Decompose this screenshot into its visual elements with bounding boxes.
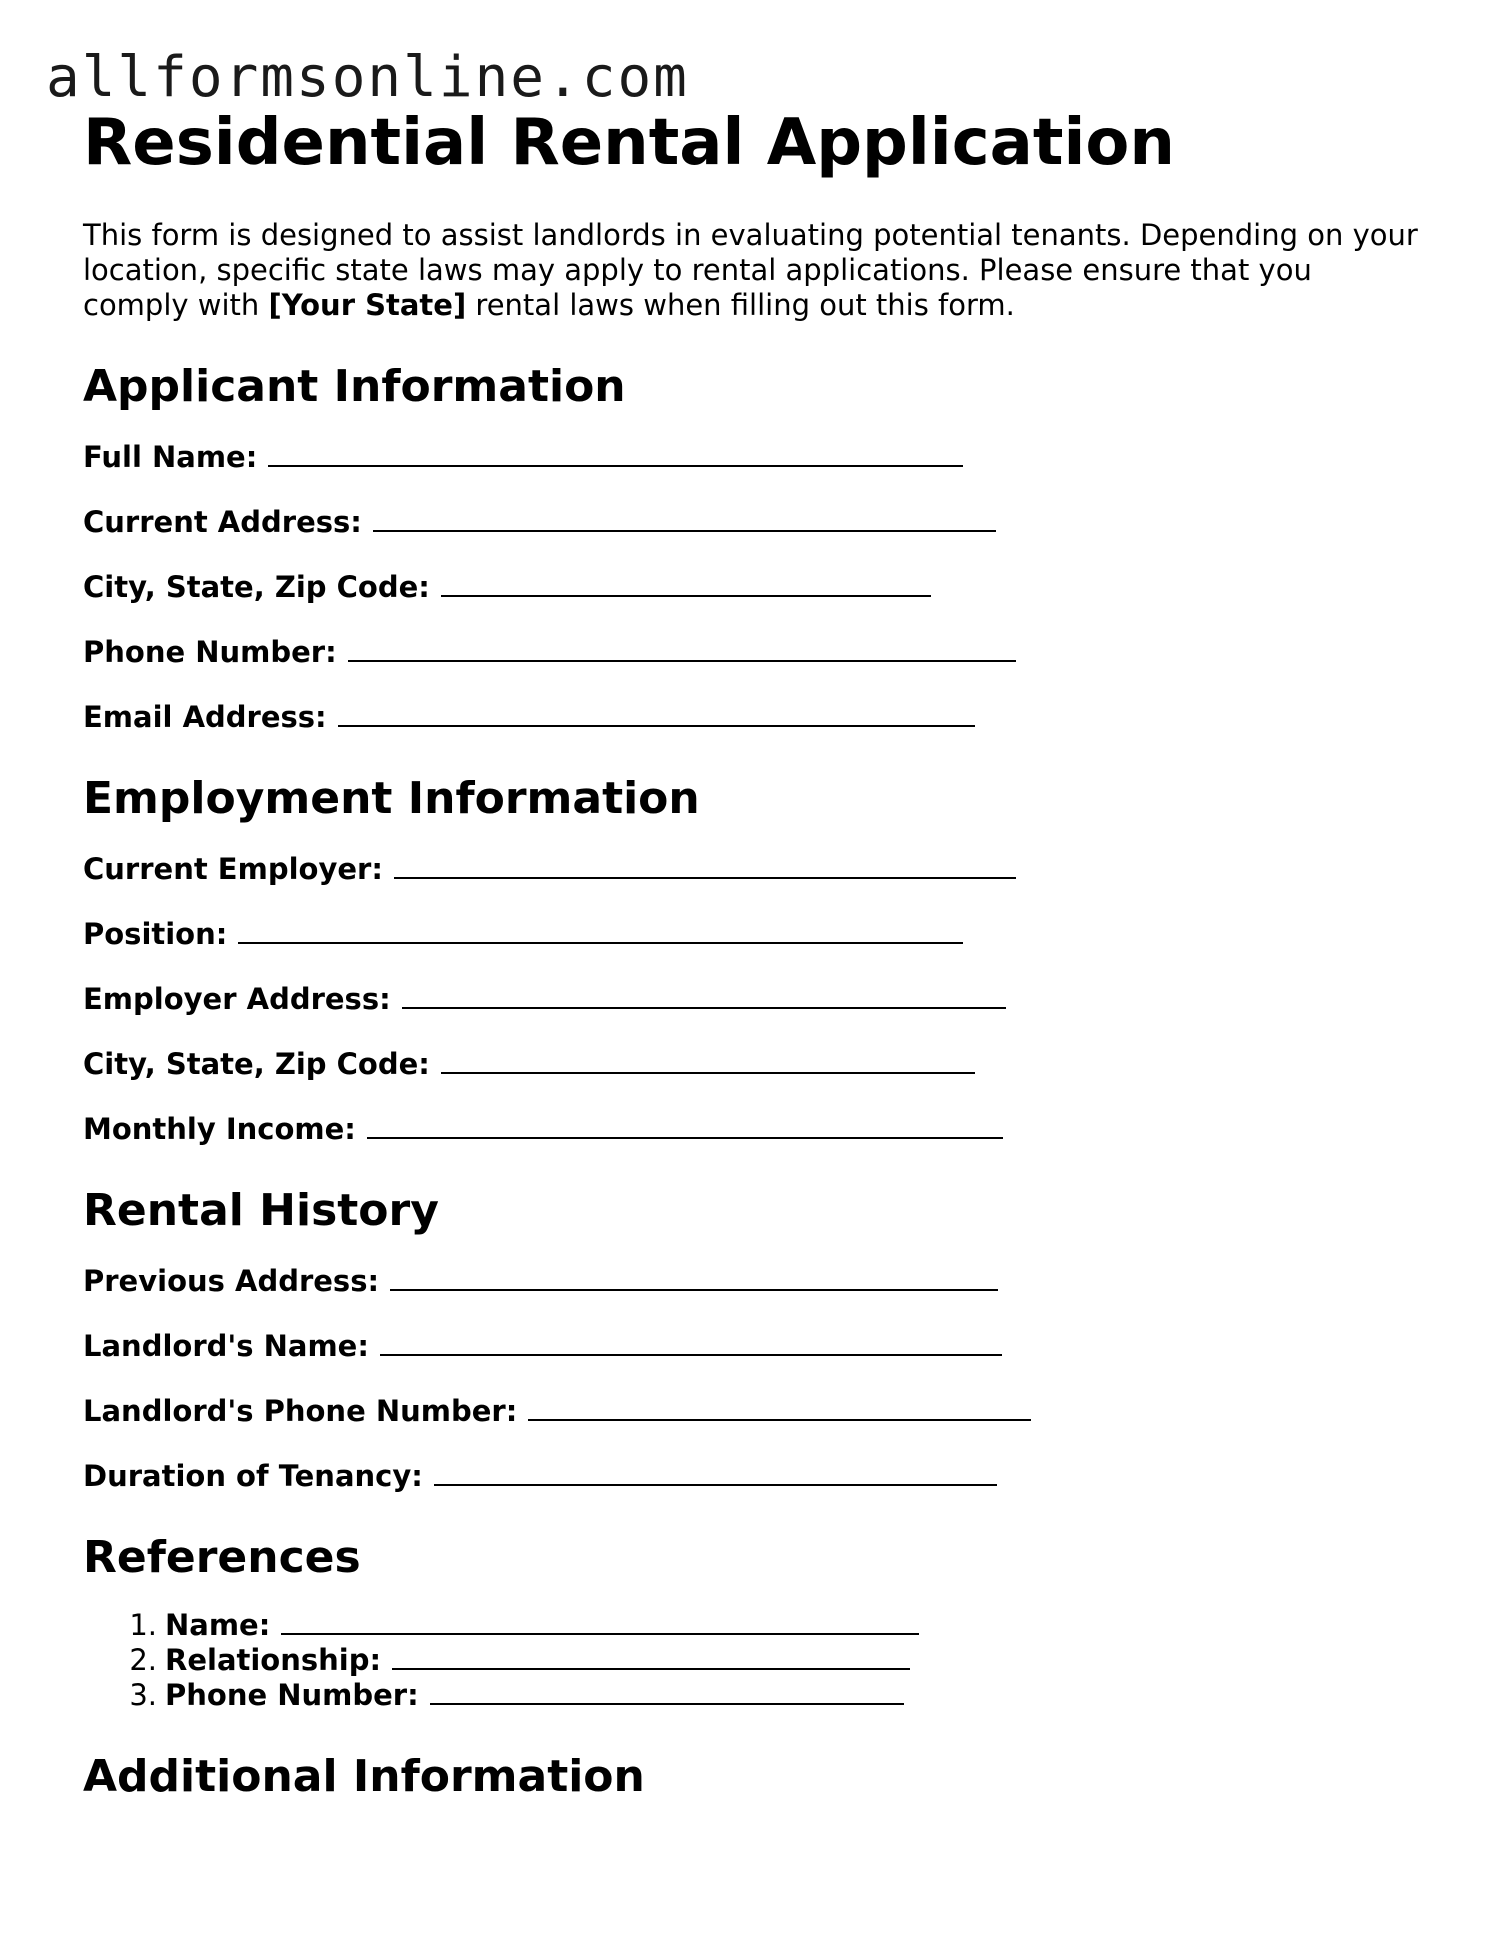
previous-address-field	[83, 1264, 1443, 1299]
employment-section	[83, 773, 1443, 1147]
employer-city-state-zip-input[interactable]	[441, 1047, 975, 1074]
applicant-section	[83, 361, 1443, 735]
field-label: Email Address:	[83, 700, 327, 734]
reference-label: Phone Number:	[165, 1678, 419, 1712]
position-field	[83, 917, 1443, 952]
phone-number-input[interactable]	[348, 635, 1016, 662]
landlord-phone-field	[83, 1394, 1443, 1429]
field-label: Employer Address:	[83, 982, 391, 1016]
intro-text-2: rental laws when filling out this form.	[466, 288, 1015, 322]
additional-heading: Additional Information	[83, 1751, 645, 1802]
reference-phone-item	[83, 1678, 1443, 1713]
employment-heading: Employment Information	[83, 773, 700, 824]
form-page	[83, 106, 1443, 1803]
field-label: Landlord's Phone Number:	[83, 1394, 518, 1428]
duration-of-tenancy-field	[83, 1459, 1443, 1494]
references-heading: References	[83, 1532, 361, 1583]
current-employer-field	[83, 852, 1443, 887]
employer-city-state-zip-field	[83, 1047, 1443, 1082]
employer-address-field	[83, 982, 1443, 1017]
intro-state-placeholder: [Your State]	[268, 288, 467, 322]
current-address-input[interactable]	[373, 505, 996, 532]
additional-section	[83, 1751, 1443, 1803]
reference-name-input[interactable]	[281, 1608, 919, 1635]
full-name-field	[83, 440, 1443, 475]
list-number: 1.	[129, 1608, 157, 1642]
city-state-zip-field	[83, 570, 1443, 605]
rental-history-section	[83, 1185, 1443, 1494]
current-address-field	[83, 505, 1443, 540]
reference-relationship-input[interactable]	[392, 1643, 910, 1670]
reference-relationship-item	[83, 1643, 1443, 1678]
landlord-name-field	[83, 1329, 1443, 1364]
field-label: Current Address:	[83, 505, 362, 539]
current-employer-input[interactable]	[394, 852, 1016, 879]
phone-number-field	[83, 635, 1443, 670]
position-input[interactable]	[238, 917, 963, 944]
reference-phone-input[interactable]	[430, 1678, 904, 1705]
page-title: Residential Rental Application	[83, 106, 1175, 180]
city-state-zip-input[interactable]	[441, 570, 931, 597]
reference-label: Name:	[165, 1608, 271, 1642]
field-label: Phone Number:	[83, 635, 337, 669]
landlord-phone-input[interactable]	[528, 1394, 1031, 1421]
list-number: 3.	[129, 1678, 157, 1712]
references-list	[83, 1608, 1443, 1713]
references-section	[83, 1532, 1443, 1713]
email-address-field	[83, 700, 1443, 735]
landlord-name-input[interactable]	[380, 1329, 1002, 1356]
list-number: 2.	[129, 1643, 157, 1677]
intro-text-1: This form is designed to assist landlords in evaluating potential tenants. Depending on your location, specific state laws may apply to rental applications. Please ensure that you comply with	[83, 218, 1418, 322]
reference-label: Relationship:	[165, 1643, 382, 1677]
field-label: Full Name:	[83, 440, 258, 474]
field-label: Duration of Tenancy:	[83, 1459, 423, 1493]
rental-history-heading: Rental History	[83, 1185, 439, 1236]
field-label: Monthly Income:	[83, 1112, 356, 1146]
monthly-income-field	[83, 1112, 1443, 1147]
field-label: Current Employer:	[83, 852, 383, 886]
applicant-heading: Applicant Information	[83, 361, 626, 412]
duration-of-tenancy-input[interactable]	[434, 1459, 997, 1486]
field-label: City, State, Zip Code:	[83, 1047, 430, 1081]
intro-paragraph	[83, 218, 1423, 323]
field-label: Position:	[83, 917, 228, 951]
full-name-input[interactable]	[268, 440, 963, 467]
previous-address-input[interactable]	[390, 1264, 998, 1291]
field-label: Landlord's Name:	[83, 1329, 369, 1363]
watermark: allformsonline.com	[46, 45, 689, 110]
employer-address-input[interactable]	[402, 982, 1006, 1009]
reference-name-item	[83, 1608, 1443, 1643]
field-label: Previous Address:	[83, 1264, 380, 1298]
field-label: City, State, Zip Code:	[83, 570, 430, 604]
monthly-income-input[interactable]	[367, 1112, 1003, 1139]
email-address-input[interactable]	[338, 700, 975, 727]
